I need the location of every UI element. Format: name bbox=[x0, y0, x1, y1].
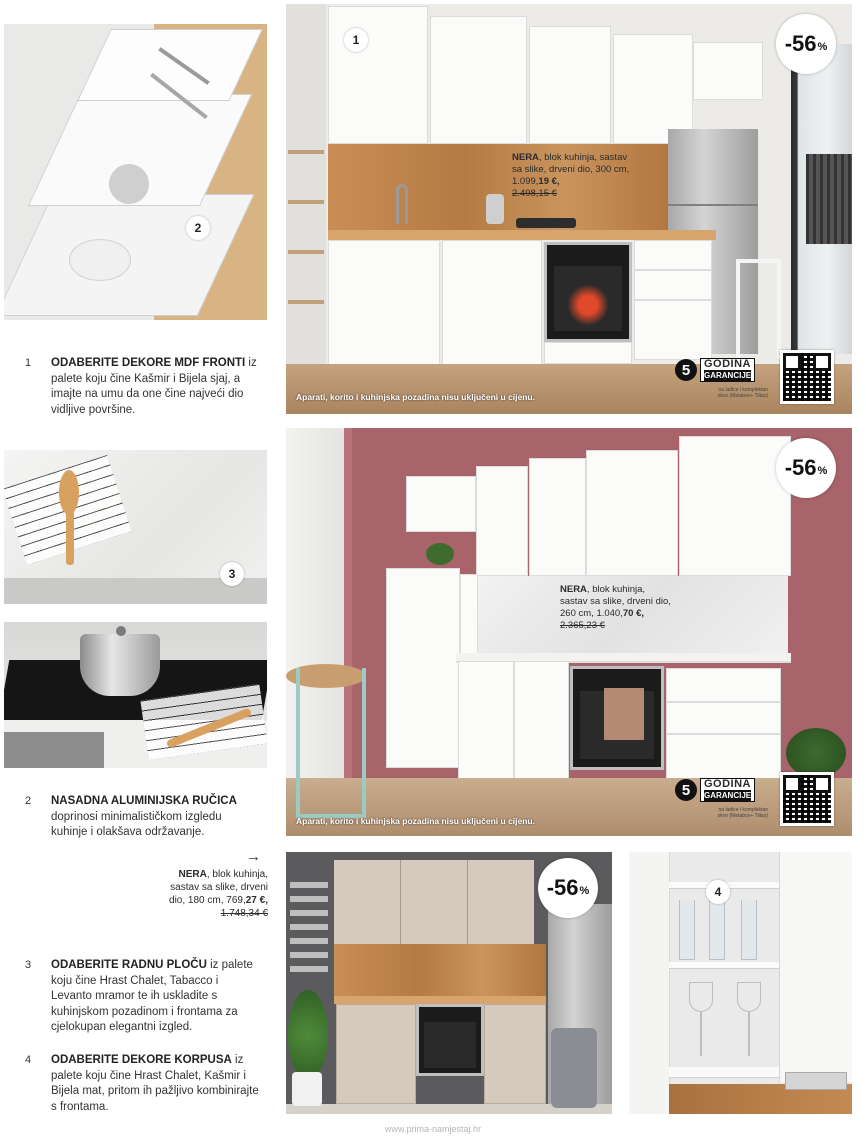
warranty-line1: GODINA bbox=[704, 778, 751, 790]
discount-value: -56 bbox=[784, 31, 817, 56]
marker-1: 1 bbox=[344, 28, 368, 52]
warranty-line1: GODINA bbox=[704, 358, 751, 370]
discount-badge-3 bbox=[538, 858, 598, 918]
offer-desc: , blok kuhinja, sastav sa slike, drveni dio, 300 cm, bbox=[512, 152, 630, 175]
offer-price-main: 1.099, bbox=[512, 176, 539, 187]
drawer-photo bbox=[4, 24, 267, 320]
offer-price-main: 769, bbox=[226, 895, 246, 906]
feature-text: iz palete koju čine Hrast Chalet, Tabacco i Levanto mramor te ih uskladite s kuhinjskom pozadinom i frontama za cjelokupan elegantni izgled. bbox=[51, 959, 253, 1033]
discount-unit: % bbox=[817, 465, 828, 477]
feature-number: 3 bbox=[25, 959, 32, 971]
warranty-line2: GARANCIJE bbox=[704, 371, 752, 380]
marker-4: 4 bbox=[706, 880, 730, 904]
feature-title: ODABERITE DEKORE KORPUSA bbox=[51, 1054, 232, 1066]
offer-old-price: 1.748,34 € bbox=[220, 908, 268, 919]
offer-price-3 bbox=[158, 868, 268, 920]
qr-code-2[interactable] bbox=[780, 772, 834, 826]
warranty-number: 5 bbox=[675, 359, 697, 381]
arrow-right-icon: → bbox=[246, 848, 261, 865]
feature-text: iz palete koju čine Kašmir i Bijela sjaj, a imajte na umu da one čine najveći dio vidljive površine. bbox=[51, 357, 257, 416]
offer-name: NERA bbox=[560, 584, 587, 595]
offer-old-price: 2.498,15 € bbox=[512, 188, 557, 199]
feature-number: 1 bbox=[25, 357, 32, 369]
qr-code-1[interactable] bbox=[780, 350, 834, 404]
warranty-note-1: na ladice i komplektan okov (Metabox+ Tiltas) bbox=[717, 387, 768, 399]
offer-price-2 bbox=[560, 584, 675, 632]
warranty-note-2: na ladice i komplektan okov (Metabox+ Tiltas) bbox=[717, 807, 768, 819]
feature-title: NASADNA ALUMINIJSKA RUČICA bbox=[51, 795, 237, 807]
offer-desc: , blok kuhinja, sastav sa slike, drveni dio, 260 cm, bbox=[560, 584, 671, 619]
discount-value: -56 bbox=[546, 875, 579, 900]
discount-value: -56 bbox=[784, 455, 817, 480]
warranty-badge-1 bbox=[675, 358, 755, 382]
kitchen-photo-1 bbox=[286, 4, 852, 414]
cooktop-photo bbox=[4, 622, 267, 768]
discount-badge-1 bbox=[776, 14, 836, 74]
feature-number: 2 bbox=[25, 795, 32, 807]
feature-title: ODABERITE RADNU PLOČU bbox=[51, 959, 207, 971]
offer-price-cents: 70 €, bbox=[622, 608, 644, 619]
discount-unit: % bbox=[817, 41, 828, 53]
offer-price-1 bbox=[512, 152, 632, 200]
offer-old-price: 2.365,23 € bbox=[560, 620, 605, 631]
offer-price-cents: 19 €, bbox=[538, 176, 560, 187]
feature-number: 4 bbox=[25, 1054, 32, 1066]
kitchen-photo-2 bbox=[286, 428, 852, 836]
footer-url[interactable]: www.prima-namjestaj.hr bbox=[384, 1124, 482, 1134]
feature-title: ODABERITE DEKORE MDF FRONTI bbox=[51, 357, 246, 369]
offer-price-cents: 27 €, bbox=[245, 895, 268, 906]
feature-text: doprinosi minimalističkom izgledu kuhinje i olakšava održavanje. bbox=[51, 810, 222, 838]
offer-price-main: 1.040, bbox=[596, 608, 623, 619]
offer-desc: , blok kuhinja, sastav sa slike, drveni dio, 180 cm, bbox=[169, 869, 268, 906]
disclaimer-2: Aparati, korito i kuhinjska pozadina nisu uključeni u cijenu. bbox=[296, 816, 535, 826]
warranty-line2: GARANCIJE bbox=[704, 791, 752, 800]
warranty-number: 5 bbox=[675, 779, 697, 801]
discount-badge-2 bbox=[776, 438, 836, 498]
cabinet-photo bbox=[629, 852, 852, 1114]
warranty-badge-2 bbox=[675, 778, 755, 802]
offer-name: NERA bbox=[178, 869, 207, 880]
offer-name: NERA bbox=[512, 152, 539, 163]
discount-unit: % bbox=[579, 885, 590, 897]
marker-2-drawer: 2 bbox=[186, 216, 210, 240]
marker-3: 3 bbox=[220, 562, 244, 586]
disclaimer-1: Aparati, korito i kuhinjska pozadina nisu uključeni u cijenu. bbox=[296, 392, 535, 402]
feature-text: iz palete koju čine Hrast Chalet, Kašmir i Bijela mat, pritom ih pažljivo kombinirajte s frontama. bbox=[51, 1054, 259, 1113]
